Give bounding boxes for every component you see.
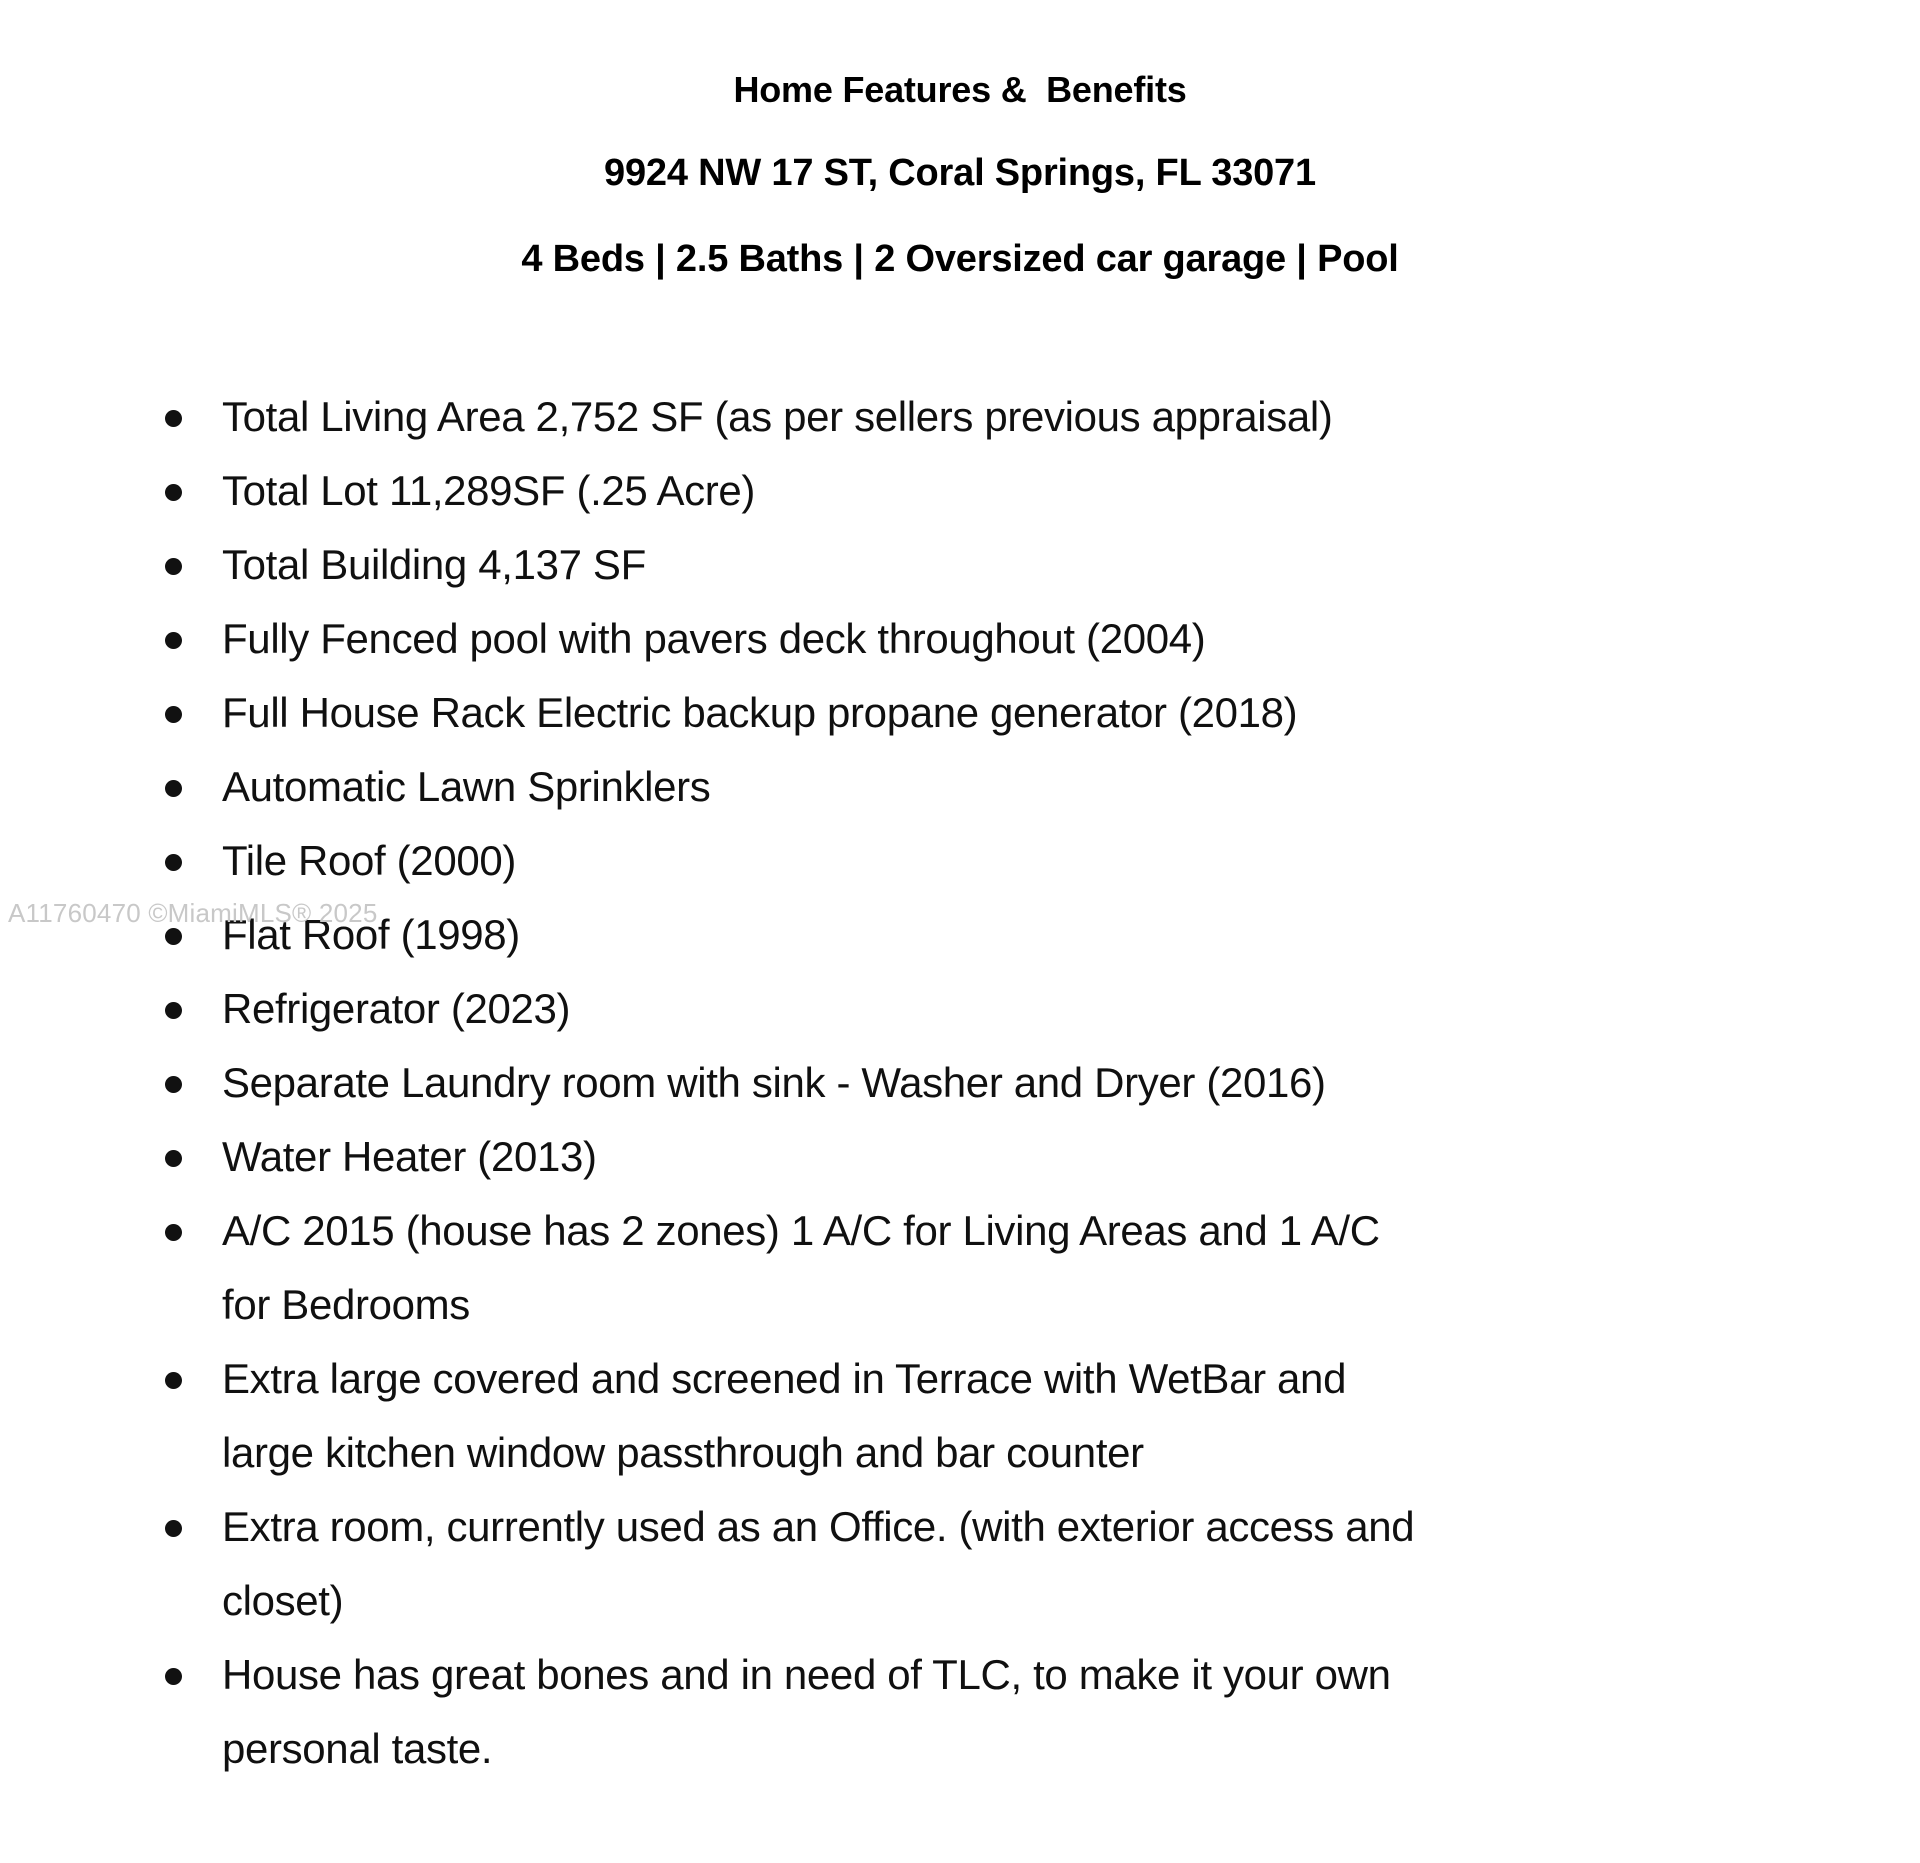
bullet-icon (165, 1520, 182, 1537)
bullet-icon (165, 484, 182, 501)
list-item-label: Full House Rack Electric backup propane generator (2018) (222, 689, 1298, 736)
mls-watermark: A11760470 ©MiamiMLS® 2025 (8, 898, 378, 928)
bullet-icon (165, 410, 182, 427)
list-item-label: A/C 2015 (house has 2 zones) 1 A/C for Living Areas and 1 A/C for Bedrooms (222, 1207, 1380, 1328)
list-item-label: Extra large covered and screened in Terrace with WetBar and large kitchen window passthrough and bar counter (222, 1355, 1347, 1476)
property-summary: 4 Beds | 2.5 Baths | 2 Oversized car garage | Pool (521, 238, 1399, 280)
list-item (0, 972, 1920, 1046)
list-item-label: Automatic Lawn Sprinklers (222, 763, 711, 810)
list-item (0, 1120, 1920, 1194)
bullet-icon (165, 632, 182, 649)
list-item-label: Separate Laundry room with sink - Washer and Dryer (2016) (222, 1059, 1326, 1106)
document-header (0, 0, 1920, 282)
list-item (0, 380, 1920, 454)
bullet-icon (165, 1076, 182, 1093)
list-item-label: Water Heater (2013) (222, 1133, 597, 1180)
property-address: 9924 NW 17 ST, Coral Springs, FL 33071 (604, 152, 1316, 194)
list-item (0, 602, 1920, 676)
bullet-icon (165, 706, 182, 723)
list-item (0, 898, 1920, 972)
list-item-label: Refrigerator (2023) (222, 985, 571, 1032)
list-item-label: Total Building 4,137 SF (222, 541, 646, 588)
list-item-label: Total Lot 11,289SF (.25 Acre) (222, 467, 756, 514)
list-item-label: Fully Fenced pool with pavers deck throughout (2004) (222, 615, 1206, 662)
list-item (0, 1490, 1920, 1638)
bullet-icon (165, 558, 182, 575)
bullet-icon (165, 780, 182, 797)
bullet-icon (165, 1150, 182, 1167)
list-item (0, 1046, 1920, 1120)
list-item (0, 676, 1920, 750)
features-list (0, 380, 1920, 1786)
list-item (0, 824, 1920, 898)
list-item (0, 528, 1920, 602)
list-item-label: Flat Roof (1998) (222, 911, 520, 958)
list-item-label: Extra room, currently used as an Office. (with exterior access and closet) (222, 1503, 1415, 1624)
list-item (0, 750, 1920, 824)
bullet-icon (165, 928, 182, 945)
bullet-icon (165, 1372, 182, 1389)
list-item (0, 1638, 1920, 1786)
list-item (0, 454, 1920, 528)
bullet-icon (165, 1224, 182, 1241)
list-item-label: Total Living Area 2,752 SF (as per sellers previous appraisal) (222, 393, 1333, 440)
list-item (0, 1342, 1920, 1490)
bullet-icon (165, 1002, 182, 1019)
bullet-icon (165, 1668, 182, 1685)
bullet-icon (165, 854, 182, 871)
list-item-label: Tile Roof (2000) (222, 837, 516, 884)
page-title: Home Features & Benefits (733, 69, 1187, 110)
list-item (0, 1194, 1920, 1342)
list-item-label: House has great bones and in need of TLC, to make it your own personal taste. (222, 1651, 1391, 1772)
